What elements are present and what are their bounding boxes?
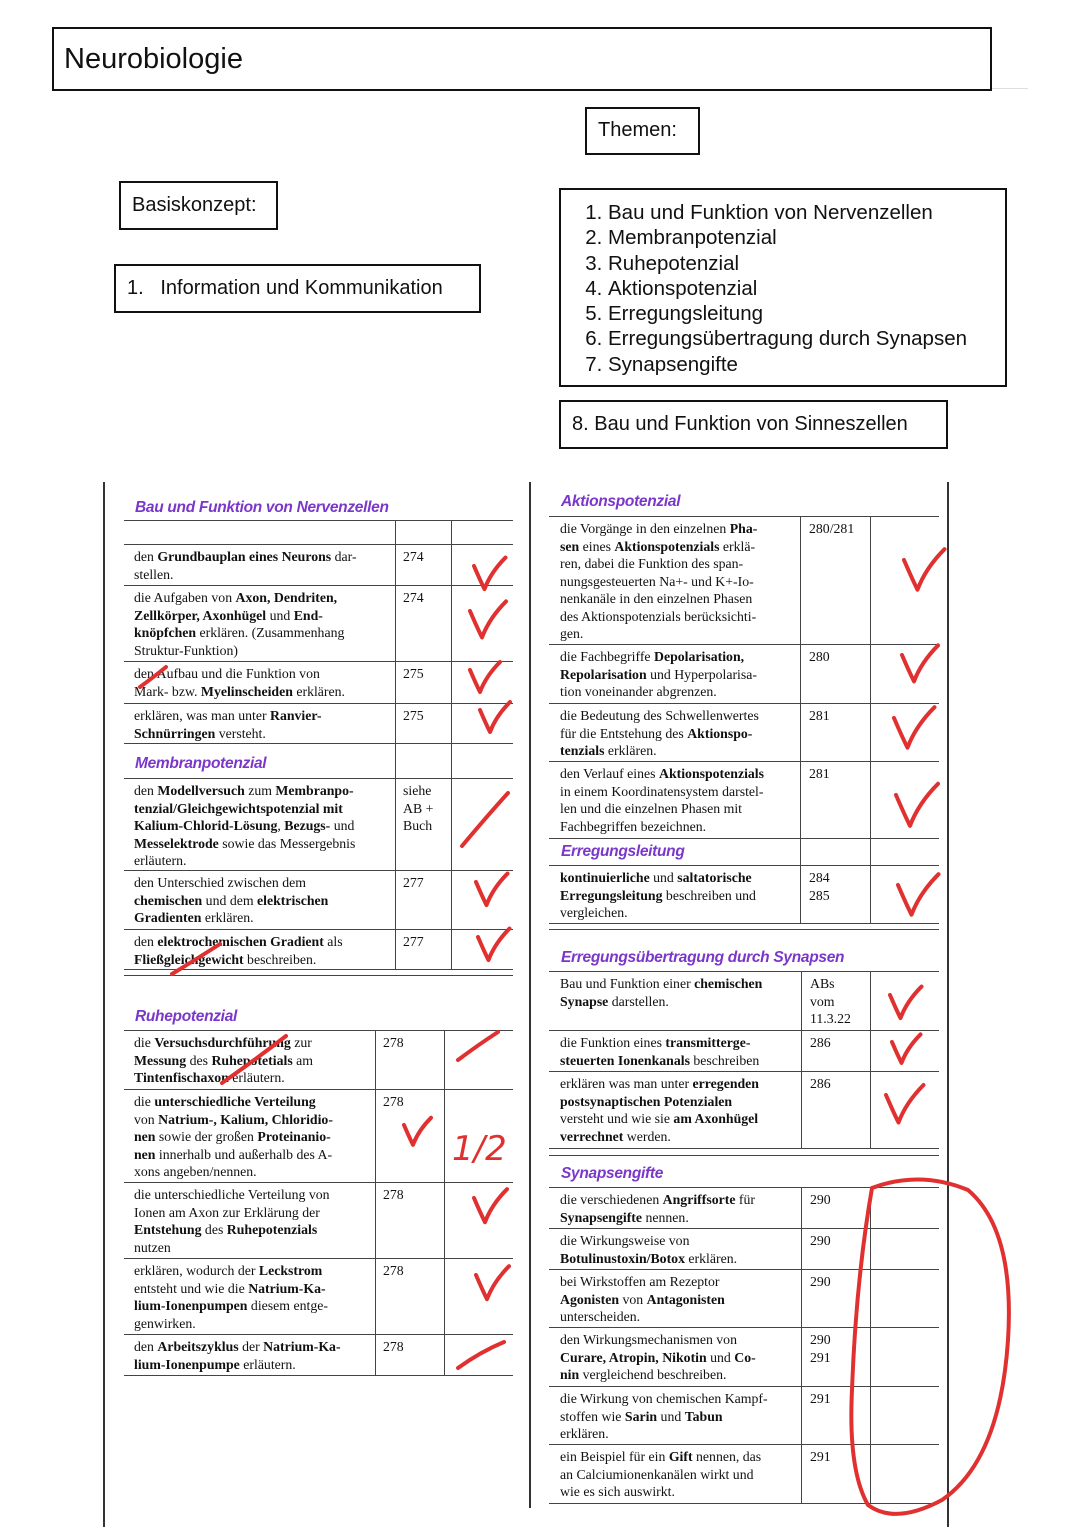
check-mark-icon — [476, 874, 508, 906]
table-row-page: 281 — [809, 708, 830, 723]
themen-label: Themen: — [598, 119, 677, 141]
table-row-text: die Bedeutung des Schwellenwertes für die Entstehung des Aktionspo- tenzials erklären. — [560, 708, 759, 758]
page-title: Neurobiologie — [64, 43, 243, 75]
table-row-text: kontinuierliche und saltatorische Erregungsleitung beschreiben und vergleichen. — [560, 870, 756, 920]
table-row-text: erklären, was man unter Ranvier- Schnürringen versteht. — [134, 708, 322, 741]
check-mark-icon — [894, 707, 935, 748]
check-mark-icon — [470, 601, 506, 637]
strike-mark-icon — [172, 944, 220, 974]
check-mark-icon — [902, 645, 938, 681]
strike-mark-icon — [140, 667, 166, 687]
table-row-page: ABs vom 11.3.22 — [810, 976, 851, 1026]
section-heading-aktionspotenzial: Aktionspotenzial — [561, 493, 681, 510]
strike-mark-icon — [222, 1036, 286, 1083]
theme-item: 1. Bau und Funktion von Nervenzellen — [608, 200, 1005, 225]
table-row-page: 281 — [809, 766, 830, 781]
table-row-text: die unterschiedliche Verteilung von Natrium-, Kalium, Chloridio- nen sowie der großen Proteinanio- nen innerhalb und außerhalb des A- xons angeben/nennen. — [134, 1094, 333, 1179]
table-row-text: die verschiedenen Angriffsorte für Synapsengifte nennen. — [560, 1192, 756, 1225]
table-row-page: 291 — [810, 1449, 831, 1464]
check-mark-icon — [480, 702, 510, 732]
basiskonzept-item: 1. Information und Kommunikation — [127, 277, 443, 299]
circle-mark-icon — [851, 1179, 1009, 1513]
table-row-text: bei Wirkstoffen am Rezeptor Agonisten von Antagonisten unterscheiden. — [560, 1274, 725, 1324]
table-row-text: Bau und Funktion einer chemischen Synapse darstellen. — [560, 976, 763, 1009]
check-mark-icon — [474, 1189, 507, 1222]
table-row-page: siehe AB + Buch — [403, 783, 434, 833]
section-heading-erregungsleitung: Erregungsleitung — [561, 843, 685, 860]
table-row-page: 278 — [383, 1263, 404, 1278]
table-row-page: 274 — [403, 549, 424, 564]
table-row-page: 280 — [809, 649, 830, 664]
check-mark-icon — [404, 1118, 431, 1145]
table-row-page: 284 285 — [809, 870, 830, 903]
table-row-page: 275 — [403, 666, 424, 681]
check-mark-icon — [898, 874, 939, 915]
table-row-page: 280/281 — [809, 521, 855, 536]
table-row-page: 290 — [810, 1274, 831, 1289]
table-row-text: erklären, wodurch der Leckstrom entsteht und wie die Natrium-Ka- lium-Ionenpumpen diesem entge- genwirken. — [134, 1263, 328, 1331]
theme-8: 8. Bau und Funktion von Sinneszellen — [572, 413, 908, 435]
table-row-text: den Arbeitszyklus der Natrium-Ka- lium-Ionenpumpe erläutern. — [134, 1339, 341, 1372]
table-row-text: die Funktion eines transmitterge- steuerten Ionenkanals beschreiben — [560, 1035, 760, 1068]
table-row-page: 278 — [383, 1035, 404, 1050]
table-row-page: 278 — [383, 1094, 404, 1109]
slash-mark-icon — [458, 1032, 498, 1060]
table-row-text: die Versuchsdurchführung zur Messung des Ruhepotetials am Tintenfischaxon erläutern. — [134, 1035, 314, 1085]
theme-item: 5. Erregungsleitung — [608, 301, 1005, 326]
table-row-page: 277 — [403, 875, 424, 890]
theme-item: 4. Aktionspotenzial — [608, 276, 1005, 301]
table-row-page: 286 — [810, 1035, 831, 1050]
theme-item: 2. Membranpotenzial — [608, 225, 1005, 250]
section-heading-nervenzellen: Bau und Funktion von Nervenzellen — [135, 499, 389, 516]
table-row-text: die Vorgänge in den einzelnen Pha- sen eines Aktionspotenzials erklä- ren, dabei die Funktion des span- nungsgesteuerten Na+- und K+-Io- nenkanäle in den einzelnen Phasen des Aktionspotenzials berücksichti- gen. — [560, 521, 758, 641]
check-mark-icon — [478, 929, 510, 961]
table-row-text: den Unterschied zwischen dem chemischen und dem elektrischen Gradienten erklären. — [134, 875, 329, 925]
half-mark: 1/2 — [452, 1129, 507, 1169]
table-row-text: die Wirkungsweise von Botulinustoxin/Botox erklären. — [560, 1233, 738, 1266]
table-row-page: 275 — [403, 708, 424, 723]
table-row-text: den Wirkungsmechanismen von Curare, Atropin, Nikotin und Co- nin vergleichend beschreiben. — [560, 1332, 756, 1382]
check-mark-icon — [476, 1266, 509, 1299]
table-row-text: die unterschiedliche Verteilung von Ionen am Axon zur Erklärung der Entstehung des Ruhepotenzials nutzen — [134, 1187, 330, 1255]
slash-mark-icon — [462, 793, 508, 846]
table-row-text: den Verlauf eines Aktionspotenzials in einem Koordinatensystem darstel- len und die einzelnen Phasen mit Fachbegriffen bezeichnen. — [560, 766, 765, 834]
check-mark-icon — [892, 1034, 921, 1063]
section-heading-membranpotenzial: Membranpotenzial — [135, 755, 267, 772]
check-mark-icon — [896, 784, 938, 826]
section-heading-ruhepotenzial: Ruhepotenzial — [135, 1008, 238, 1025]
table-row-text: erklären was man unter erregenden postsynaptischen Potenzialen versteht und wie sie am Axonhügel verrechnet werden. — [560, 1076, 759, 1144]
table-row-text: den Grundbauplan eines Neurons dar- stellen. — [134, 549, 357, 582]
table-row-text: die Wirkung von chemischen Kampf- stoffen wie Sarin und Tabun erklären. — [560, 1391, 768, 1441]
table-row-page: 290 — [810, 1233, 831, 1248]
table-row-page: 290 291 — [810, 1332, 831, 1365]
table-row-text: den elektrochemischen Gradient als Fließgleichgewicht beschreiben. — [134, 934, 343, 967]
check-mark-icon — [886, 1085, 924, 1123]
table-row-page: 291 — [810, 1391, 831, 1406]
basiskonzept-label: Basiskonzept: — [132, 194, 257, 216]
table-row-page: 274 — [403, 590, 424, 605]
theme-item: 3. Ruhepotenzial — [608, 251, 1005, 276]
check-mark-icon — [890, 987, 922, 1019]
table-row-text: den Aufbau und die Funktion von Mark- bzw. Myelinscheiden erklären. — [134, 666, 345, 699]
theme-item: 6. Erregungsübertragung durch Synapsen — [608, 326, 1005, 351]
table-row-page: 286 — [810, 1076, 831, 1091]
check-mark-icon — [904, 549, 945, 590]
table-row-text: die Aufgaben von Axon, Dendriten, Zellkörper, Axonhügel und End- knöpfchen erklären. (Zusammenhang Struktur-Funktion) — [134, 590, 345, 658]
theme-item: 7. Synapsengifte — [608, 352, 1005, 377]
table-row-text: den Modellversuch zum Membranpo- tenzial/Gleichgewichtspotenzial mit Kalium-Chlorid-Lösung, Bezugs- und Messelektrode sowie das Messergebnis erläutern. — [134, 783, 356, 868]
table-row-text: die Fachbegriffe Depolarisation, Repolarisation und Hyperpolarisa- tion voneinander abgrenzen. — [560, 649, 757, 699]
table-row-page: 277 — [403, 934, 424, 949]
check-mark-icon — [474, 558, 506, 590]
slash-mark-icon — [458, 1342, 504, 1368]
table-row-text: ein Beispiel für ein Gift nennen, das an Calciumionenkanälen wirkt und wie es sich auswirkt. — [560, 1449, 762, 1499]
table-row-page: 290 — [810, 1192, 831, 1207]
table-row-page: 278 — [383, 1187, 404, 1202]
section-heading-synapsen: Erregungsübertragung durch Synapsen — [561, 949, 845, 966]
check-mark-icon — [470, 662, 500, 692]
section-heading-synapsengifte: Synapsengifte — [561, 1165, 664, 1182]
table-row-page: 278 — [383, 1339, 404, 1354]
